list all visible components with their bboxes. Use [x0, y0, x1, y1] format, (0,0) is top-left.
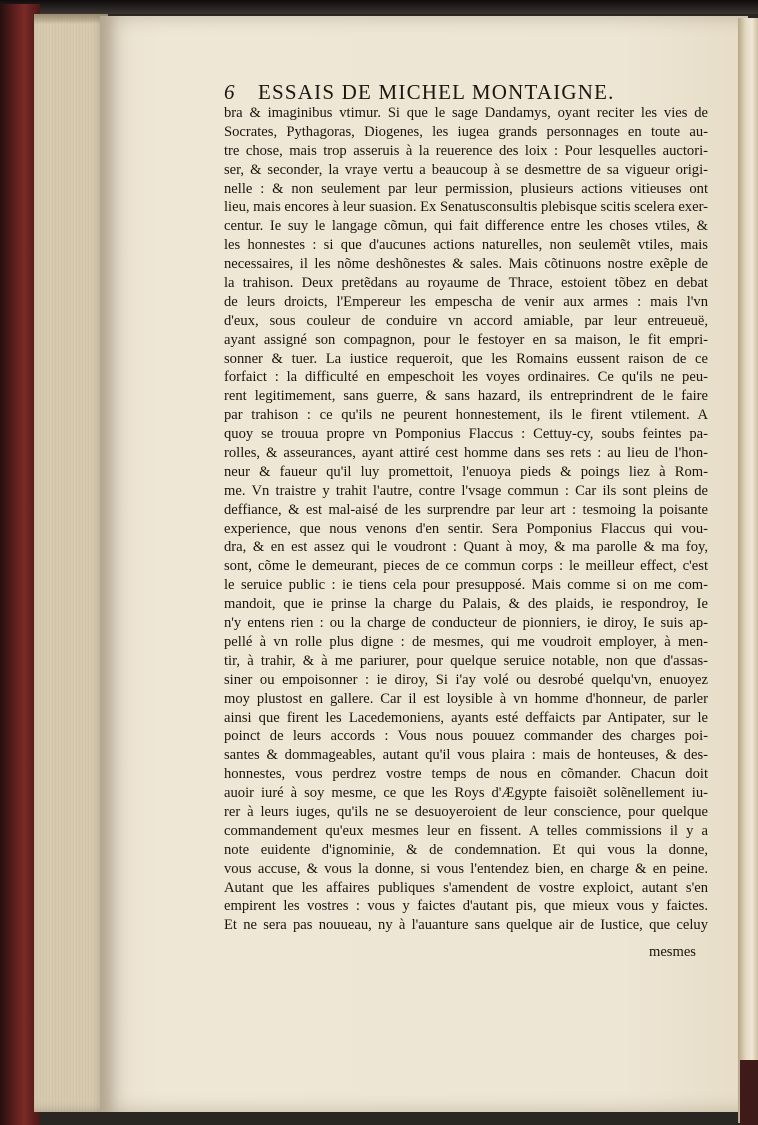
text-line: sont, cõme le demeurant, pieces de ce commun corps : le meilleur effect, c'est: [224, 558, 708, 575]
background: [0, 0, 758, 14]
text-line: note euidente d'ignominie, & de condemnation. Et qui vous la donne,: [224, 841, 708, 858]
text-line: poinct de leurs accords : Vous nous pouuez commander des charges poi-: [224, 728, 708, 745]
page-number: 6: [224, 80, 236, 104]
text-line: ainsi que firent les Lacedemoniens, ayants esté deffaicts par Antipater, sur le: [224, 709, 708, 726]
text-line: honnestes, vous perdrez vostre temps de nous en cõmander. Chacun doit: [224, 766, 708, 783]
text-line: santes & dommageables, autant qu'il vous plaira : mais de honteuses, & des-: [224, 747, 708, 764]
text-line: sonner & tuer. La iustice requeroit, que les Romains eussent raison de ce: [224, 350, 708, 367]
text-line: bra & imaginibus vtimur. Si que le sage Dandamys, oyant reciter les vies de: [224, 105, 708, 121]
text-line: Et ne sera pas nouueau, ny à l'auanture sans quelque air de Iustice, que celuy: [224, 917, 708, 934]
text-line: commandement qu'eux mesmes leur en fissent. A telles commissions il y a: [224, 822, 708, 839]
text-line: centur. Ie suy le langage cõmun, qui fait difference entre les choses vtiles, &: [224, 218, 708, 235]
text-line: nelle : & non seulement par leur permission, plusieurs actions vitieuses ont: [224, 180, 708, 197]
text-line: lieu, mais encores à leur suasion. Ex Senatusconsultis plebisque scitis scelera exer-: [224, 199, 708, 216]
text-line: auoir iuré à soy mesme, ce que les Roys d'Ægypte faisoiẽt solẽnellement iu-: [224, 785, 708, 802]
text-line: empirent les vostres : vous y faictes d'autant pis, que mieux vous y faictes.: [224, 898, 708, 915]
text-line: me. Vn traistre y trahit l'autre, contre l'vsage commun : Car ils sont pleins de: [224, 482, 708, 499]
text-line: moy plustost en gallere. Car il est loysible à vn homme d'honneur, de parler: [224, 690, 708, 707]
text-line: par trahison : ce qu'ils ne peurent honnestement, ils le firent vtilement. A: [224, 407, 708, 424]
text-line: rer à leurs iuges, qu'ils ne se desuoyeroient de leur conscience, pour quelque: [224, 803, 708, 820]
text-line: experience, que nous venons d'en sentir. Sera Pomponius Flaccus qui vou-: [224, 520, 708, 537]
text-line: dra, & en est assez qui le voudront : Quant à moy, & ma parolle & ma foy,: [224, 539, 708, 556]
text-line: Socrates, Pythagoras, Diogenes, les iugea grands personnages en toute au-: [224, 123, 708, 140]
text-line: tir, à trahir, & à me pariurer, pour quelque seruice notable, non que d'assas-: [224, 652, 708, 669]
text-line: tre chose, mais trop asseruis à la reuerence des loix : Pour lesquelles auctori-: [224, 142, 708, 159]
text-line: n'y entens rien : ou la charge de conducteur de pionniers, ie diroy, Ie suis ap-: [224, 615, 708, 632]
text-line: ayant assigné son compagnon, pour le festoyer en sa maison, le fit empri-: [224, 331, 708, 348]
text-line: neur & faueur qu'il luy promettoit, l'enuoya pieds & poings liez à Rom-: [224, 463, 708, 480]
text-line: la trahison. Deux pretẽdans au royaume de Thrace, estoient tõbez en debat: [224, 275, 708, 292]
text-line: pellé à vn rolle plus digne : de mesmes, qui me voudroit employer, à men-: [224, 633, 708, 650]
text-line: necessaires, il les nõme deshõnestes & sales. Mais cõtinuons nostre exẽple de: [224, 256, 708, 273]
text-line: Autant que les affaires publiques s'amendent de vostre exploict, autant s'en: [224, 879, 708, 896]
text-line: rent legitimement, sans guerre, & sans hazard, ils entreprindrent de le faire: [224, 388, 708, 405]
running-title: ESSAIS DE MICHEL MONTAIGNE.: [258, 80, 615, 104]
text-line: deffiance, & est mal-aisé de les surprendre par leur art : tesmoing la poisante: [224, 501, 708, 518]
text-line: mandoit, que ie prinse la charge du Palais, & des plaids, ie respondroy, Ie: [224, 596, 708, 613]
text-line: forfaict : la difficulté en empeschoit les voyes ordinaires. Ce qu'ils ne peu-: [224, 369, 708, 386]
page-edges: [34, 14, 108, 1112]
text-line: le seruice public : ie tiens cela pour presupposé. Mais comme si on me com-: [224, 577, 708, 594]
facing-cover-corner: [740, 1060, 758, 1125]
catchword: mesmes: [648, 944, 696, 960]
text-line: ser, & seconder, la vraye vertu a beaucoup à se desmettre de sa vigueur origi-: [224, 161, 708, 178]
body-text: [224, 104, 708, 935]
text-line: d'eux, sous couleur de conduire vn accord amiable, par leur entreueuë,: [224, 312, 708, 329]
text-line: vous accuse, & vous la donne, si vous l'entendez bien, en charge & en peine.: [224, 860, 708, 877]
text-line: quoy se trouua propre vn Pomponius Flaccus : Cettuy-cy, soubs feintes pa-: [224, 426, 708, 443]
text-line: siner ou empoisonner : ie diroy, Si i'ay volé ou desrobé quelqu'vn, enuoyez: [224, 671, 708, 688]
facing-page-edge: [738, 18, 758, 1123]
text-line: les honnestes : si que d'aucunes actions naturelles, non seulemẽt vtiles, mais: [224, 237, 708, 254]
text-line: de leurs droicts, l'Empereur les empescha de venir aux armes : mais l'vn: [224, 293, 708, 310]
text-line: rolles, & asseurances, ayant attiré cest homme dans ses rets : au lieu de l'hon-: [224, 445, 708, 462]
